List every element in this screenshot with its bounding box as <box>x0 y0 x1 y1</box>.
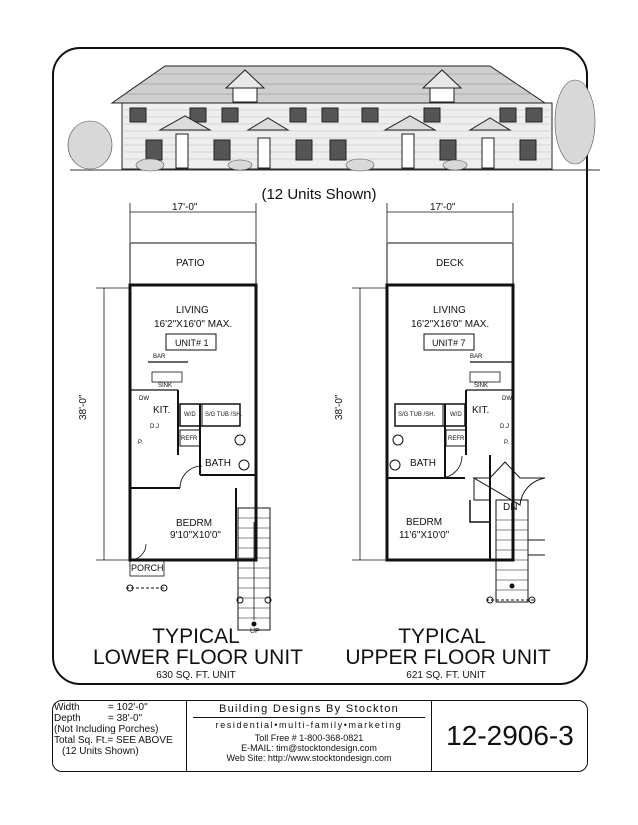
lower-dw-label: DW <box>139 396 149 402</box>
upper-sink-label: SINK <box>474 383 489 389</box>
upper-width-dimension: 17'-0" <box>430 202 456 213</box>
upper-title-line1: TYPICAL <box>398 625 486 648</box>
lower-dj-label: D.J <box>150 424 159 430</box>
elevation-caption: (12 Units Shown) <box>261 186 377 203</box>
upper-unit-tag: UNIT# 7 <box>432 338 466 348</box>
spec-depth-key: Depth <box>54 713 81 724</box>
lower-bar-label: BAR <box>153 354 166 360</box>
upper-wd-label: W/D <box>450 412 462 418</box>
lower-stair-up-label: UP <box>250 628 260 635</box>
lower-title-line2: LOWER FLOOR UNIT <box>92 646 303 669</box>
upper-tub-label: S/G TUB /SH. <box>398 412 436 418</box>
spec-note-porches: (Not Including Porches) <box>54 724 159 735</box>
upper-stair-down-label: DN <box>503 502 518 513</box>
lower-bedrm-label: BEDRM <box>176 518 213 529</box>
lower-living-size: 16'2"X16'0" MAX. <box>154 319 233 330</box>
upper-living-label: LIVING <box>433 305 466 316</box>
company-tollfree: Toll Free # 1-800-368-0821 <box>254 733 364 743</box>
lower-bedrm-size: 9'10"X10'0" <box>170 530 221 541</box>
upper-bar-label: BAR <box>470 354 483 360</box>
plan-number: 12-2906-3 <box>446 720 574 751</box>
upper-bedrm-size: 11'6"X10'0" <box>399 530 450 541</box>
lower-unit-tag: UNIT# 1 <box>175 338 209 348</box>
spec-note-units: (12 Units Shown) <box>62 746 139 757</box>
lower-kit-label: KIT. <box>153 405 171 416</box>
upper-title-line2: UPPER FLOOR UNIT <box>345 646 551 669</box>
company-email[interactable]: E-MAIL: tim@stocktondesign.com <box>241 743 377 753</box>
lower-living-label: LIVING <box>176 305 209 316</box>
lower-refr-label: REFR <box>181 436 198 442</box>
company-name: Building Designs By Stockton <box>218 703 400 715</box>
upper-depth-dimension: 38'-0" <box>334 394 345 420</box>
lower-depth-dimension: 38'-0" <box>78 394 89 420</box>
upper-deck-label: DECK <box>436 258 464 269</box>
spec-width-value: = 102'-0" <box>108 702 148 713</box>
lower-title-line1: TYPICAL <box>152 625 240 648</box>
title-block-company <box>186 700 432 772</box>
upper-dw-label: DW <box>502 396 512 402</box>
lower-porch-label: PORCH <box>131 563 164 573</box>
upper-bedrm-label: BEDRM <box>406 517 443 528</box>
lower-tub-label: S/G TUB /SH. <box>205 412 243 418</box>
spec-depth-value: = 38'-0" <box>108 713 143 724</box>
lower-bath-label: BATH <box>205 458 231 469</box>
upper-kit-label: KIT. <box>472 405 490 416</box>
lower-pantry-label: P. <box>138 440 143 446</box>
building-elevation <box>68 66 600 171</box>
upper-refr-label: REFR <box>448 436 465 442</box>
title-block-specs <box>54 702 186 757</box>
spec-width-key: Width <box>54 702 80 713</box>
upper-bath-label: BATH <box>410 458 436 469</box>
lower-patio-label: PATIO <box>176 258 205 269</box>
company-website[interactable]: Web Site: http://www.stocktondesign.com <box>226 753 392 763</box>
upper-dj-label: D.J <box>500 424 509 430</box>
lower-width-dimension: 17'-0" <box>172 202 198 213</box>
spec-depth <box>54 713 186 724</box>
lower-sqft: 630 SQ. FT. UNIT <box>156 670 236 681</box>
upper-pantry-label: P. <box>504 440 509 446</box>
company-tagline: residential•multi-family•marketing <box>215 720 403 730</box>
upper-sqft: 621 SQ. FT. UNIT <box>406 670 486 681</box>
spec-note-sqft: Total Sq. Ft.= SEE ABOVE <box>54 735 173 746</box>
spec-width <box>54 702 186 713</box>
upper-living-size: 16'2"X16'0" MAX. <box>411 319 490 330</box>
lower-wd-label: W/D <box>184 412 196 418</box>
lower-sink-label: SINK <box>158 383 173 389</box>
